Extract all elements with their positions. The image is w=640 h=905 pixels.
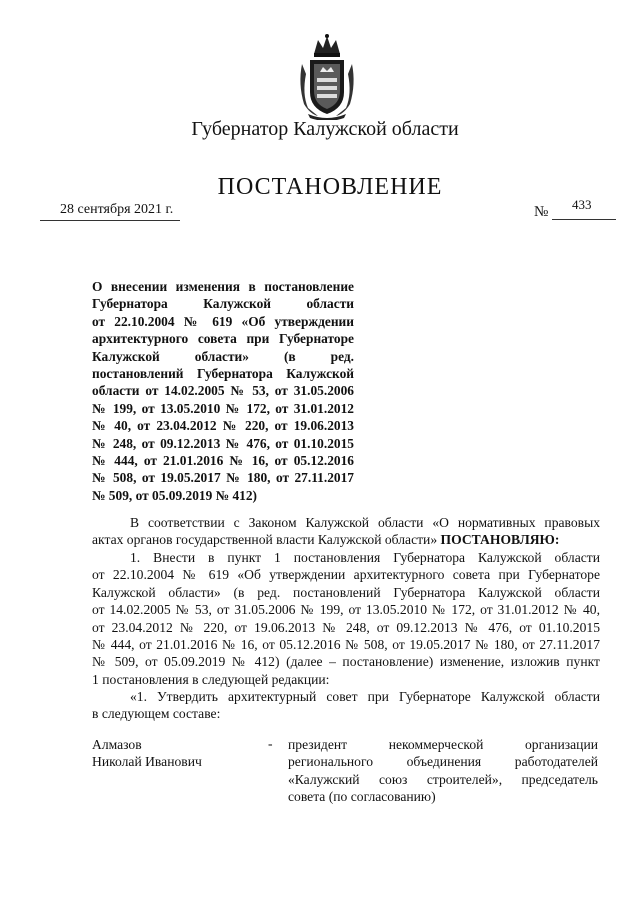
title-line: области от 14.02.2005 № 53, от 31.05.2006 (92, 383, 354, 399)
item-line: № 509, от 05.09.2019 № 412) (далее – постановление) изменение, изложив пункт (92, 654, 600, 670)
title-line: архитектурного совета при Губернаторе (92, 331, 354, 347)
coat-of-arms-emblem (296, 34, 358, 120)
quoted-item-paragraph (92, 688, 600, 723)
title-line: Калужской области» (в ред. (92, 348, 354, 364)
document-number: 433 (572, 197, 592, 212)
member-description-line: «Калужский союз строителей», председатель (288, 771, 598, 787)
title-line: от 22.10.2004 № 619 «Об утверждении (92, 313, 354, 329)
number-sign: № (534, 204, 549, 220)
member-description (288, 736, 598, 806)
title-line: № 40, от 23.04.2012 № 220, от 19.06.2013 (92, 418, 354, 434)
preamble-paragraph (92, 514, 600, 549)
item-1-paragraph (92, 549, 600, 688)
title-line: № 444, от 21.01.2016 № 16, от 05.12.2016 (92, 453, 354, 469)
member-surname: Алмазов (92, 737, 142, 752)
title-line: № 508, от 19.05.2017 № 180, от 27.11.2017 (92, 470, 354, 486)
document-type-heading: ПОСТАНОВЛЕНИЕ (217, 174, 443, 200)
issuing-authority: Губернатор Калужской области (191, 118, 459, 140)
title-line: О внесении изменения в постановление (92, 279, 354, 294)
item-line: № 444, от 21.01.2016 № 16, от 05.12.2016 № 508, от 19.05.2017 № 180, от 27.11.2017 (92, 637, 600, 653)
item-line: от 14.02.2005 № 53, от 31.05.2006 № 199, от 13.05.2010 № 172, от 31.01.2012 № 40, (92, 602, 600, 618)
member-description-line: президент некоммерческой организации (288, 737, 598, 752)
title-line: № 199, от 13.05.2010 № 172, от 31.01.2012 (92, 400, 354, 416)
quote-line: в следующем составе: (92, 706, 221, 722)
quote-line: «1. Утвердить архитектурный совет при Губернаторе Калужской области (130, 689, 600, 704)
title-line: Губернатора Калужской области (92, 296, 354, 312)
title-line: постановлений Губернатора Калужской (92, 366, 354, 382)
item-line: 1. Внести в пункт 1 постановления Губернатора Калужской области (130, 550, 600, 565)
date-underline (40, 220, 180, 221)
document-title (92, 278, 354, 504)
member-dash: - (268, 736, 273, 751)
item-line: от 23.04.2012 № 220, от 19.06.2013 № 248, от 09.12.2013 № 476, от 01.10.2015 (92, 619, 600, 635)
member-given-names: Николай Иванович (92, 754, 202, 770)
preamble-line (92, 531, 600, 548)
title-line: № 248, от 09.12.2013 № 476, от 01.10.2015 (92, 435, 354, 451)
item-line: 1 постановления в следующей редакции: (92, 671, 330, 687)
member-description-line: совета (по согласованию) (288, 789, 436, 805)
item-line: Калужской области» (в ред. постановлений Губернатора Калужской области (92, 584, 600, 600)
number-underline (552, 219, 616, 220)
resolution-word: ПОСТАНОВЛЯЮ: (440, 532, 560, 548)
preamble-text: актах органов государственной власти Калужской области» (92, 532, 438, 548)
preamble-line: В соответствии с Законом Калужской области «О нормативных правовых (130, 515, 600, 530)
member-description-line: регионального объединения работодателей (288, 754, 598, 770)
member-name (92, 736, 202, 771)
document-date: 28 сентября 2021 г. (60, 202, 174, 217)
item-line: от 22.10.2004 № 619 «Об утверждении архитектурного совета при Губернаторе (92, 567, 600, 583)
title-line: № 509, от 05.09.2019 № 412) (92, 487, 257, 503)
